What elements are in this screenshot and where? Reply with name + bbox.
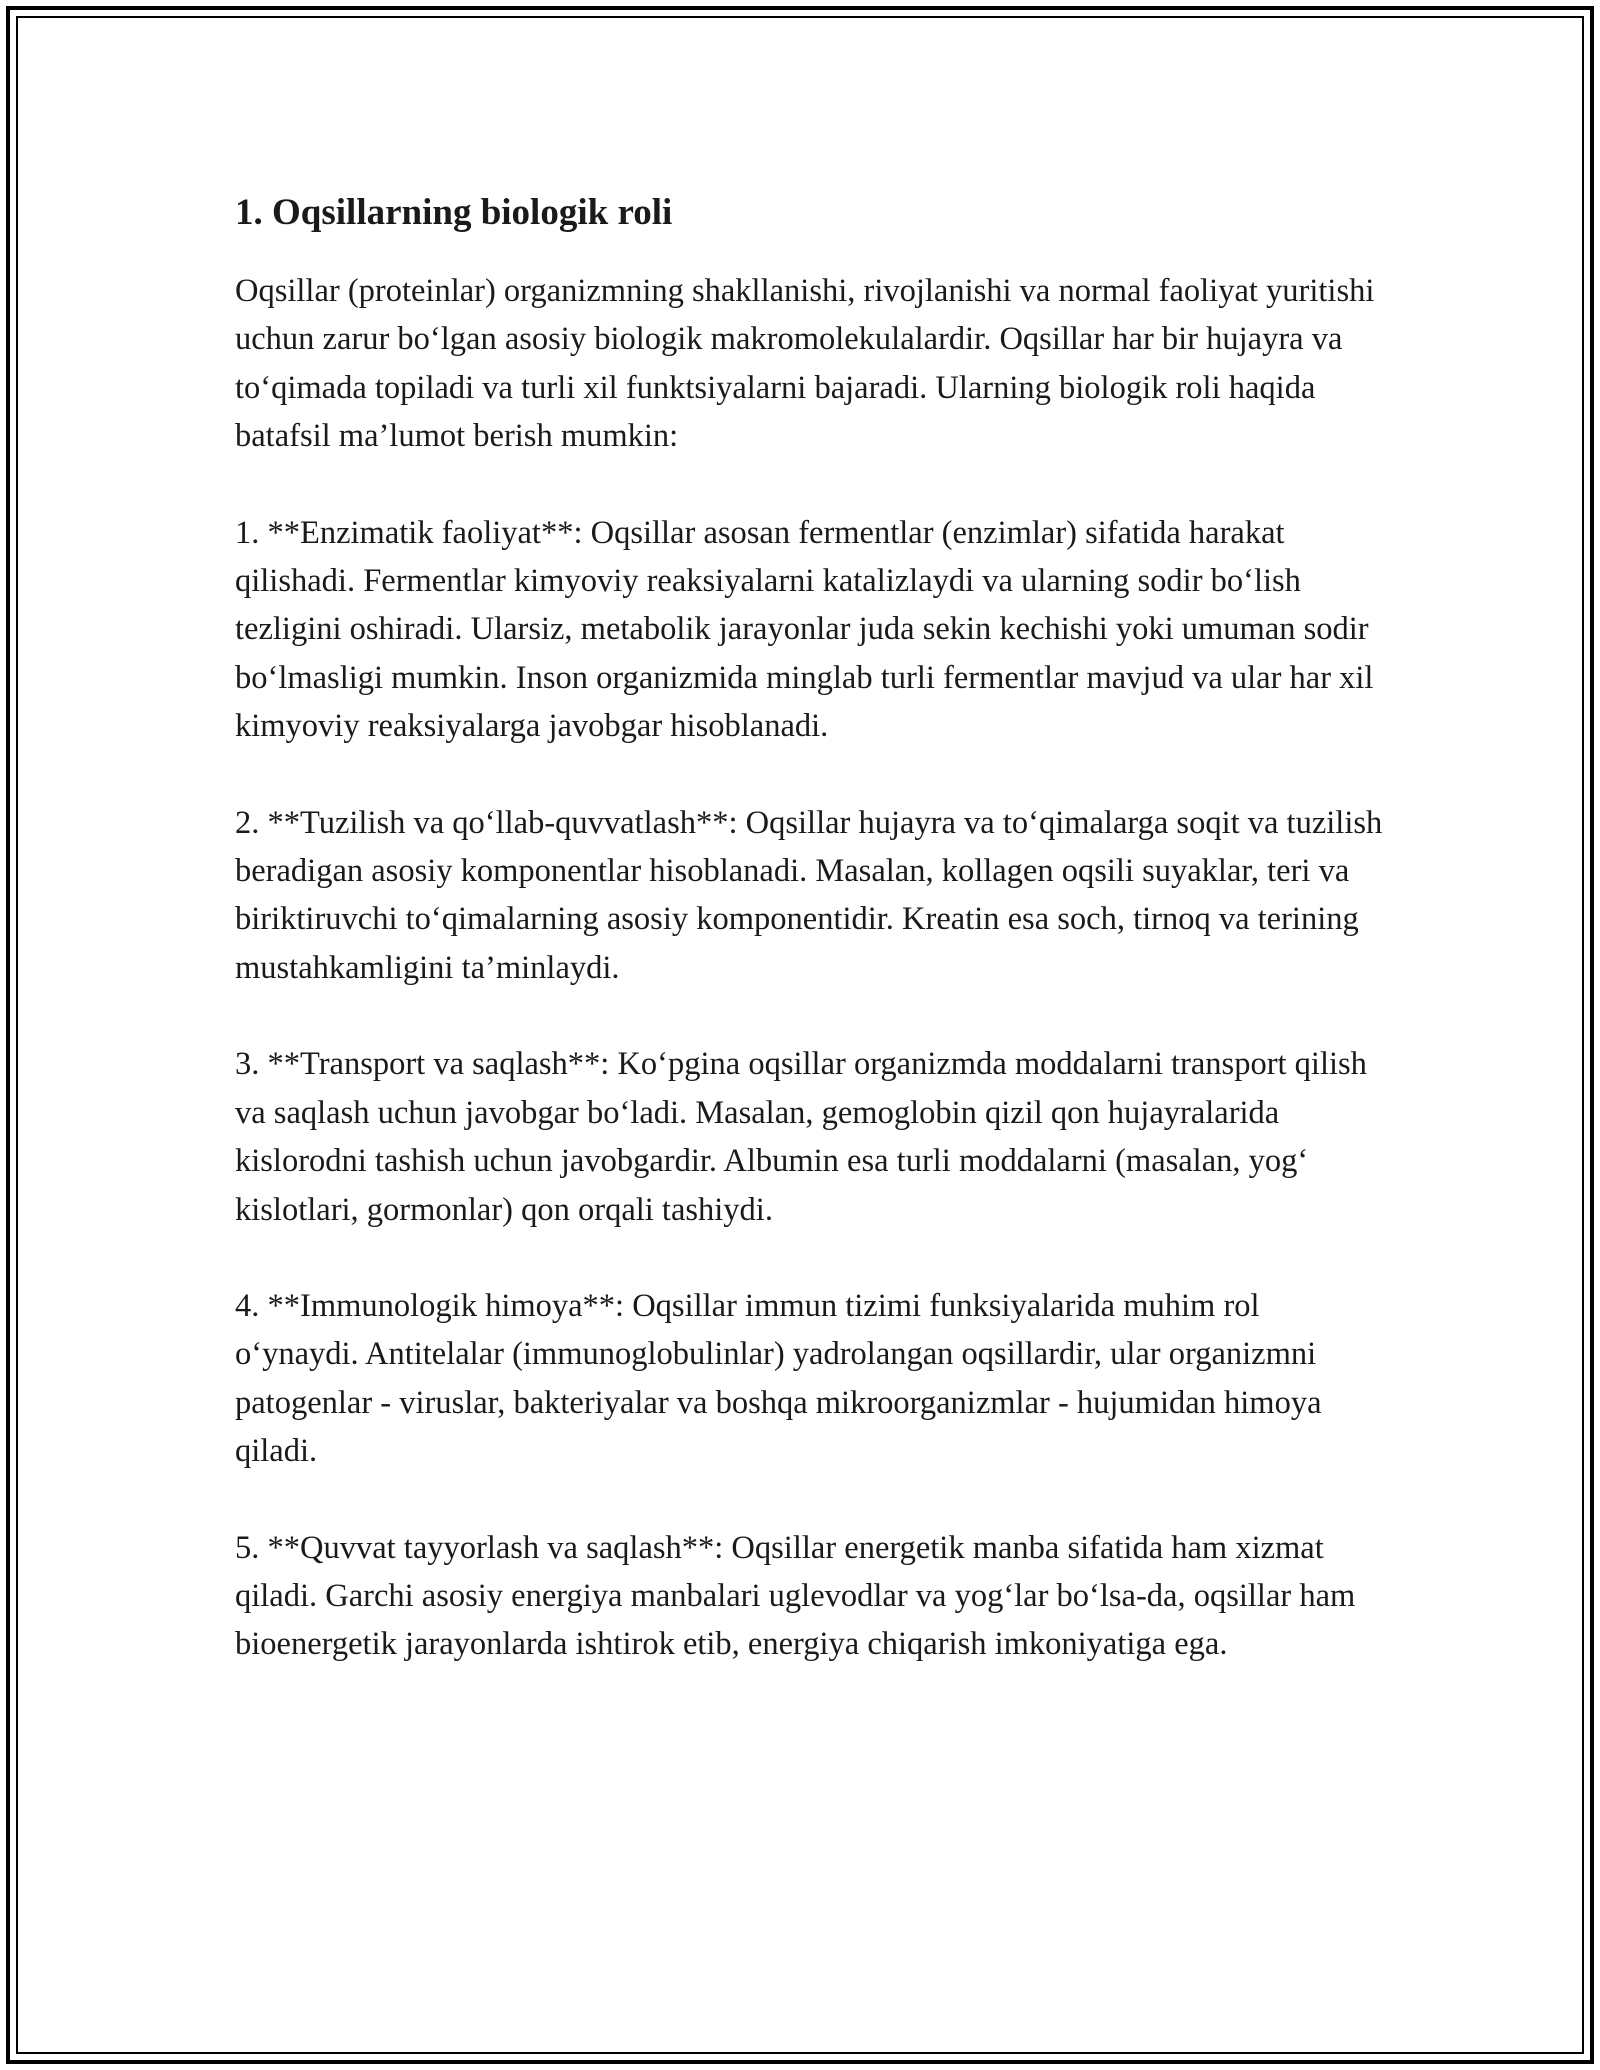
intro-paragraph: Oqsillar (proteinlar) organizmning shakllanishi, rivojlanishi va normal faoliyat yuritishi uchun zarur bo‘lgan asosiy biologik makromolekulalardir. Oqsillar har bir hujayra va to‘qimada topiladi va turli xil funktsiyalarni bajaradi. Ularning biologik roli haqida batafsil ma’lumot berish mumkin: [235, 273, 1375, 455]
paragraph-enzymatic-activity: 1. **Enzimatik faoliyat**: Oqsillar asosan fermentlar (enzimlar) sifatida harakat qilishadi. Fermentlar kimyoviy reaksiyalarni katalizlaydi va ularning sodir bo‘lish tezligini oshiradi. Ularsiz, metabolik jarayonlar juda sekin kechishi yoki umuman sodir bo‘lmasligi mumkin. Inson organizmida minglab turli fermentlar mavjud va ular har xil kimyoviy reaksiyalarga javobgar hisoblanadi. [235, 514, 1374, 745]
paragraph-structure-support: 2. **Tuzilish va qo‘llab-quvvatlash**: Oqsillar hujayra va to‘qimalarga soqit va tuzilish beradigan asosiy komponentlar hisoblanadi. Masalan, kollagen oqsili suyaklar, teri va biriktiruvchi to‘qimalarning asosiy komponentidir. Kreatin esa soch, tirnoq va terining mustahkamligini ta’minlaydi. [235, 804, 1383, 986]
section-heading: 1. Oqsillarning biologik roli [235, 192, 673, 233]
paragraph-energy: 5. **Quvvat tayyorlash va saqlash**: Oqsillar energetik manba sifatida ham xizmat qiladi. Garchi asosiy energiya manbalari uglevodlar va yog‘lar bo‘lsa-da, oqsillar ham bioenergetik jarayonlarda ishtirok etib, energiya chiqarish imkoniyatiga ega. [235, 1529, 1356, 1663]
paragraph-immune-defense: 4. **Immunologik himoya**: Oqsillar immun tizimi funksiyalarida muhim rol o‘ynaydi. Antitelalar (immunoglobulinlar) yadrolangan oqsillardir, ular organizmni patogenlar - viruslar, bakteriyalar va boshqa mikroorganizmlar - hujumidan himoya qiladi. [235, 1287, 1322, 1470]
document-body [235, 185, 1385, 1717]
paragraph-transport-storage: 3. **Transport va saqlash**: Ko‘pgina oqsillar organizmda moddalarni transport qilish va saqlash uchun javobgar bo‘ladi. Masalan, gemoglobin qizil qon hujayralarida kislorodni tashish uchun javobgardir. Albumin esa turli moddalarni (masalan, yog‘ kislotlari, gormonlar) qon orqali tashiydi. [235, 1046, 1367, 1228]
